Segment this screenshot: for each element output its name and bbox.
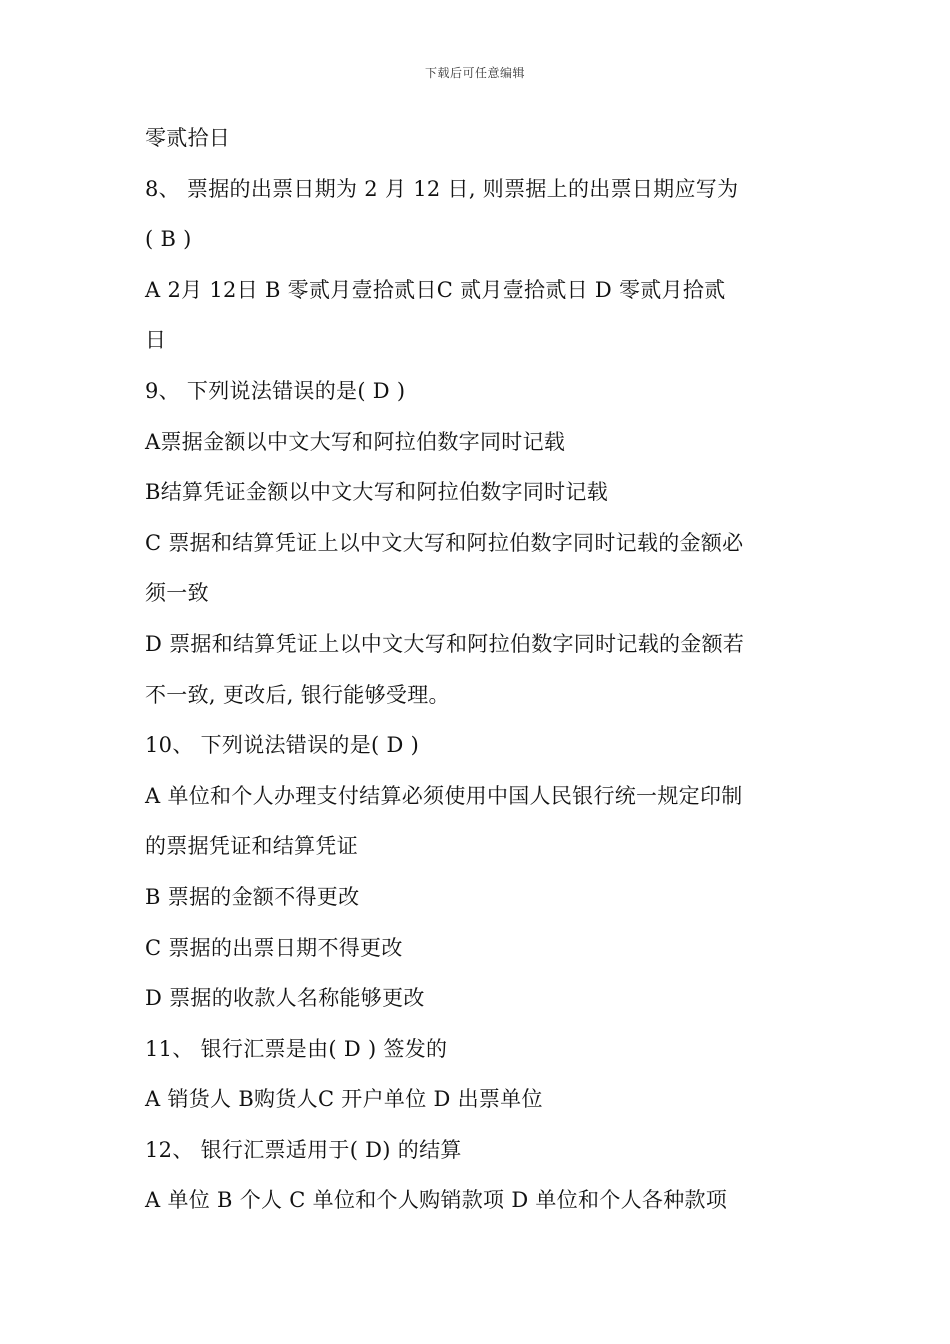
question-10: 10、 下列说法错误的是( D ) [145, 733, 420, 758]
answer-8: ( B ) [145, 227, 192, 252]
option-9-c: C 票据和结算凭证上以中文大写和阿拉伯数字同时记载的金额必 [145, 530, 744, 555]
option-10-c: C 票据的出票日期不得更改 [145, 935, 403, 960]
options-11: A 销货人 B购货人C 开户单位 D 出票单位 [145, 1087, 543, 1112]
options-8-continued: 日 [145, 328, 167, 353]
question-9: 9、 下列说法错误的是( D ) [145, 378, 406, 403]
option-9-d: D 票据和结算凭证上以中文大写和阿拉伯数字同时记载的金额若 [145, 631, 745, 656]
text-line: 零贰拾日 [145, 126, 231, 150]
options-12: A 单位 B 个人 C 单位和个人购销款项 D 单位和个人各种款项 [145, 1188, 728, 1213]
question-12: 12、 银行汇票适用于( D) 的结算 [145, 1137, 462, 1162]
page-header: 下载后可任意编辑 [424, 66, 525, 80]
option-9-d-continued: 不一致, 更改后, 银行能够受理。 [145, 682, 450, 707]
option-9-b: B结算凭证金额以中文大写和阿拉伯数字同时记载 [145, 480, 609, 505]
option-9-a: A票据金额以中文大写和阿拉伯数字同时记载 [145, 429, 566, 454]
options-8: A 2月 12日 B 零贰月壹拾贰日C 贰月壹拾贰日 D 零贰月拾贰 [145, 277, 726, 302]
document-body [145, 118, 810, 1231]
option-10-a: A 单位和个人办理支付结算必须使用中国人民银行统一规定印制 [145, 783, 743, 808]
option-10-a-continued: 的票据凭证和结算凭证 [145, 834, 358, 859]
option-10-b: B 票据的金额不得更改 [145, 884, 360, 909]
option-9-c-continued: 须一致 [145, 581, 209, 606]
question-8: 8、 票据的出票日期为 2 月 12 日, 则票据上的出票日期应写为 [145, 176, 739, 201]
option-10-d: D 票据的收款人名称能够更改 [145, 986, 425, 1011]
question-11: 11、 银行汇票是由( D ) 签发的 [145, 1036, 448, 1061]
